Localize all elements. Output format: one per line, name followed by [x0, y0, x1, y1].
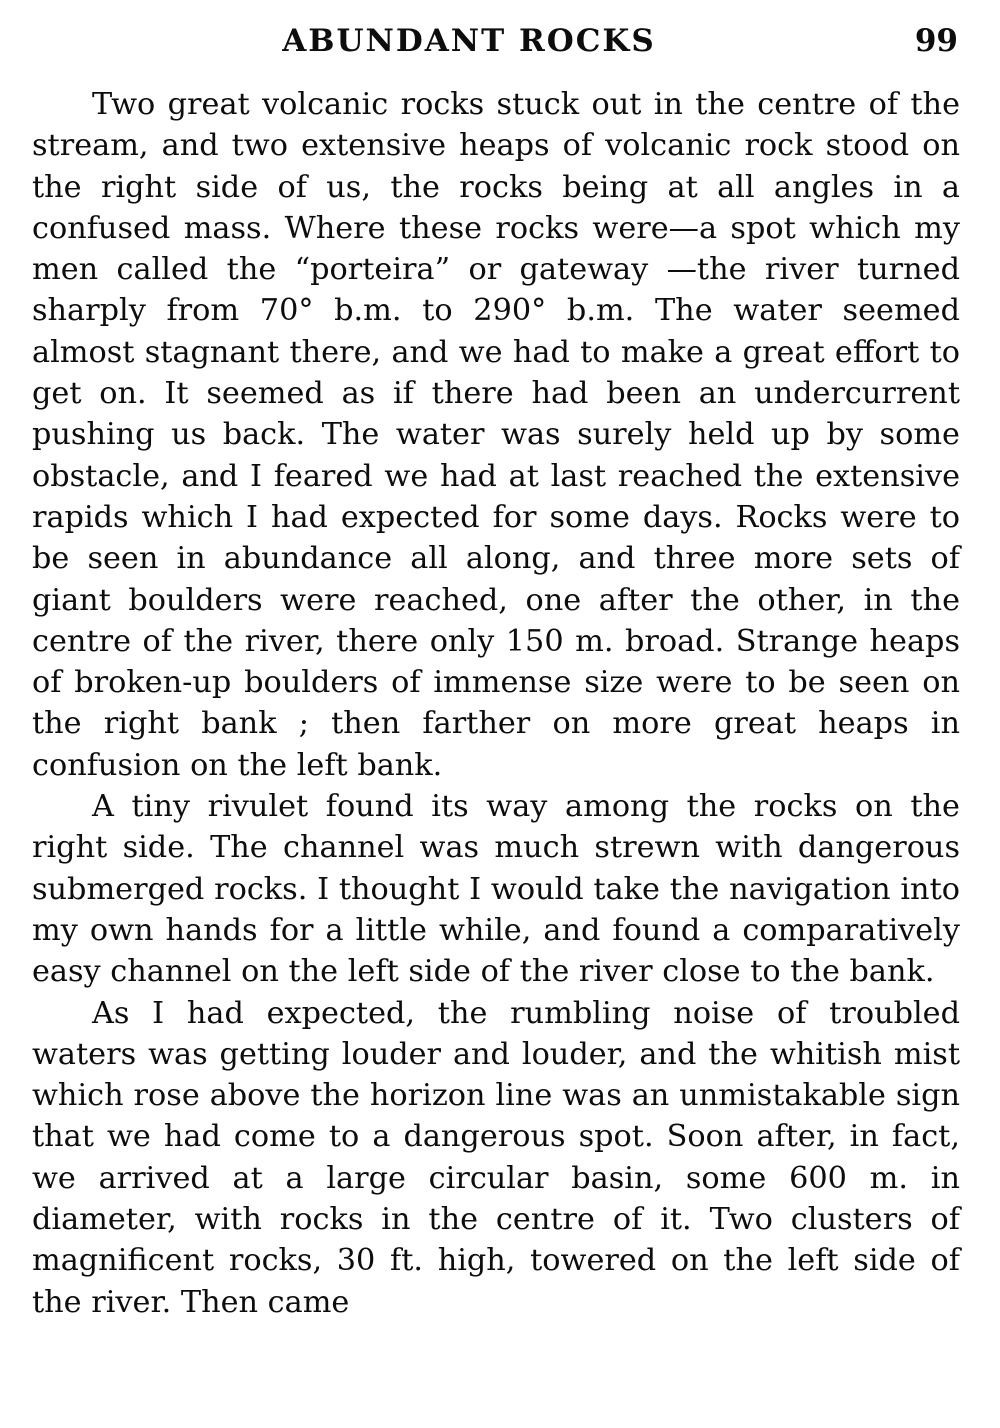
running-title: ABUNDANT ROCKS: [282, 23, 656, 59]
paragraph-1: Two great volcanic rocks stuck out in the centre of the stream, and two extensive heaps of volcanic rock stood on the right side of us, the rocks being at all angles in a confused mass. Where these rocks were—a spot which my men called the “porteira” or gateway —the river turned sharply from 70° b.m. to 290° b.m. The water seemed almost stagnant there, and we had to make a great effort to get on. It seemed as if there had been an undercurrent pushing us back. The water was surely held up by some obstacle, and I feared we had at last reached the extensive rapids which I had expected for some days. Rocks were to be seen in abundance all along, and three more sets of giant boulders were reached, one after the other, in the centre of the river, there only 150 m. broad. Strange heaps of broken-up boulders of immense size were to be seen on the right bank ; then farther on more great heaps in confusion on the left bank.: [32, 87, 960, 783]
body-text: [32, 84, 960, 1323]
paragraph-2: A tiny rivulet found its way among the rocks on the right side. The channel was much strewn with dangerous submerged rocks. I thought I would take the navigation into my own hands for a little while, and found a comparatively easy channel on the left side of the river close to the bank.: [32, 789, 960, 990]
running-header: [30, 16, 958, 66]
paragraph-3: As I had expected, the rumbling noise of troubled waters was getting louder and louder, and the whitish mist which rose above the horizon line was an unmistakable sign that we had come to a dangerous spot. Soon after, in fact, we arrived at a large circular basin, some 600 m. in diameter, with rocks in the centre of it. Two clusters of magnificent rocks, 30 ft. high, towered on the left side of the river. Then came: [32, 995, 960, 1320]
page-number: 99: [914, 23, 958, 59]
